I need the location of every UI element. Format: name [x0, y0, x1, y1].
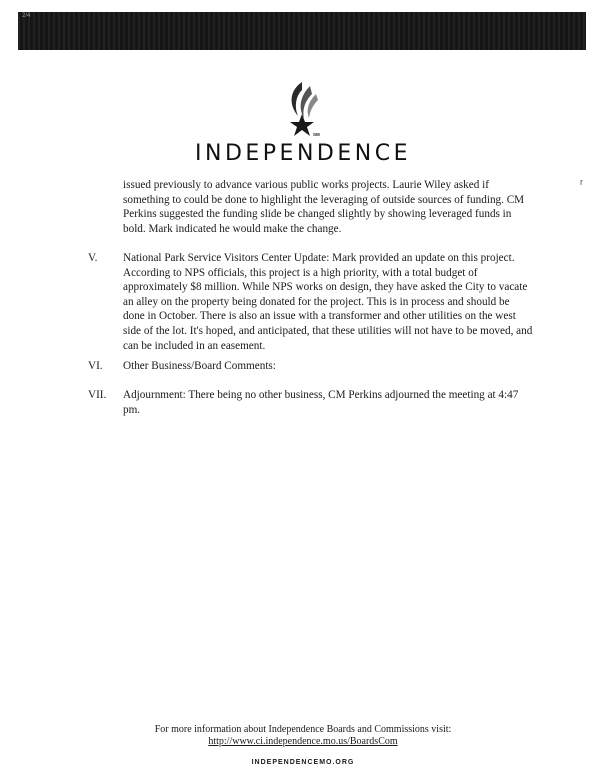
item-vii-text: Adjournment: There being no other business, CM Perkins adjourned the meeting at 4:47 pm.: [123, 389, 519, 416]
continuation-paragraph: issued previously to advance various public works projects. Laurie Wiley asked if something to could be done to highlight the leveraging of outside sources of funding. CM Perkins suggested the funding slide be changed slightly by showing leveraged funds in bold. Mark indicated he would make the change.: [123, 179, 525, 235]
independence-flame-star-logo: [280, 78, 330, 142]
footer-site-url: INDEPENDENCEMO.ORG: [251, 759, 355, 766]
item-vi-text: Other Business/Board Comments:: [123, 360, 276, 372]
margin-mark: r: [580, 177, 583, 187]
service-mark-label: SM: [313, 132, 320, 137]
brand-wordmark: INDEPENDENCE: [195, 141, 411, 166]
item-number-vi: VI.: [88, 360, 103, 372]
item-number-vii: VII.: [88, 389, 107, 401]
boards-commissions-link[interactable]: http://www.ci.independence.mo.us/BoardsCom: [208, 736, 398, 747]
item-v-text: National Park Service Visitors Center Update: Mark provided an update on this project. According to NPS officials, this project is a high priority, with a total budget of approximately $8 million. While NPS works on design, they have asked the City to vacate an alley on the property being donated for the project. This is in process and should be done in October. There is also an issue with a transformer and other utilities on the west side of the lot. It's hoped, and anticipated, that these utilities will not have to be moved, and can be included in an easement.: [123, 252, 533, 352]
scan-header-bar: [18, 12, 586, 50]
scan-page-marker: 2/4: [22, 13, 31, 19]
footer-info-text: For more information about Independence Boards and Commissions visit:: [154, 724, 452, 735]
item-number-v: V.: [88, 252, 98, 264]
